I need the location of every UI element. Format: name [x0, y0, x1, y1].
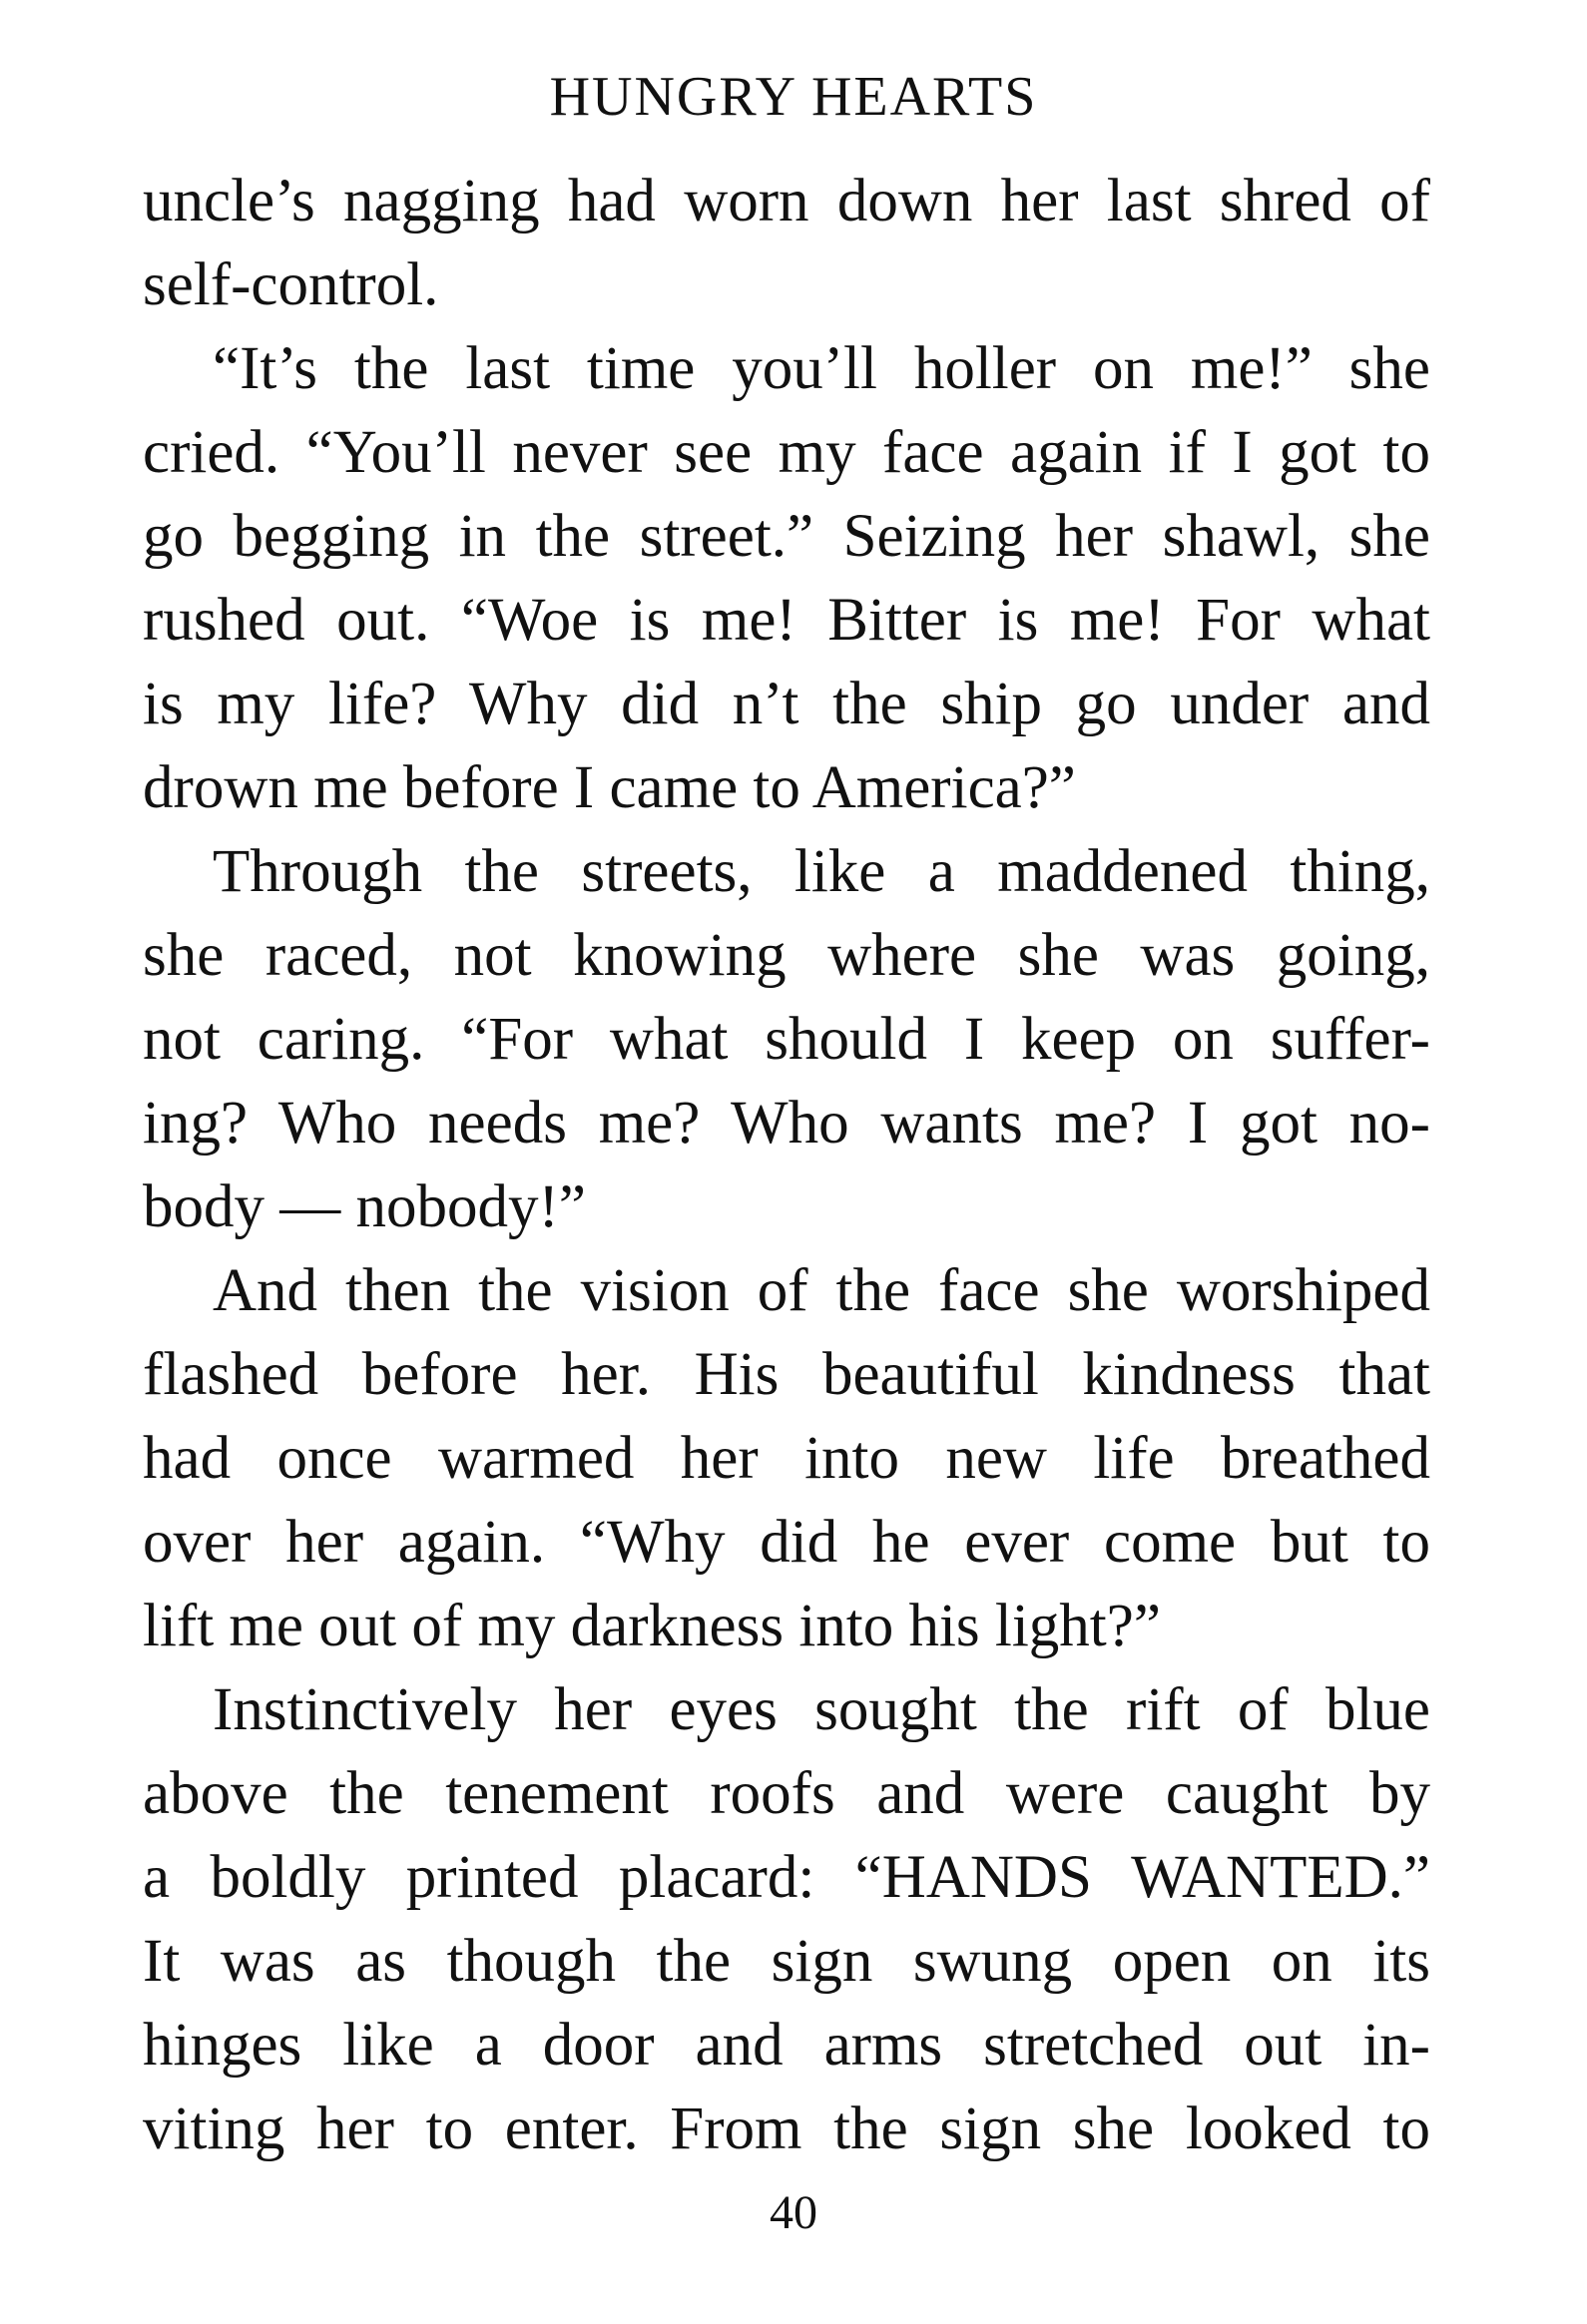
- text-line: And then the vision of the face she worshiped: [213, 1257, 1430, 1324]
- text-line: had once warmed her into new life breathed: [143, 1425, 1430, 1492]
- text-line: cried. “You’ll never see my face again if I got to: [143, 419, 1430, 486]
- page-number: 40: [770, 2186, 817, 2239]
- text-line: lift me out of my darkness into his light?”: [143, 1593, 1161, 1659]
- text-line: she raced, not knowing where she was going,: [143, 922, 1430, 989]
- text-line: It was as though the sign swung open on its: [143, 1928, 1430, 1995]
- text-line: viting her to enter. From the sign she looked to: [143, 2095, 1430, 2162]
- text-line: go begging in the street.” Seizing her shawl, she: [143, 503, 1430, 570]
- text-line: is my life? Why did n’t the ship go under and: [143, 671, 1430, 737]
- running-head: HUNGRY HEARTS: [549, 66, 1038, 128]
- text-line: body — nobody!”: [143, 1173, 586, 1240]
- text-line: not caring. “For what should I keep on suffer-: [143, 1006, 1430, 1073]
- text-line: uncle’s nagging had worn down her last shred of: [143, 168, 1430, 234]
- text-line: flashed before her. His beautiful kindness that: [143, 1341, 1430, 1408]
- text-line: over her again. “Why did he ever come but to: [143, 1509, 1430, 1576]
- text-line: a boldly printed placard: “HANDS WANTED.”: [143, 1844, 1430, 1911]
- text-line: Through the streets, like a maddened thing,: [213, 838, 1430, 905]
- text-line: ing? Who needs me? Who wants me? I got no-: [143, 1090, 1430, 1157]
- text-line: “It’s the last time you’ll holler on me!” she: [213, 335, 1430, 402]
- text-line: Instinctively her eyes sought the rift of blue: [213, 1676, 1430, 1743]
- text-line: hinges like a door and arms stretched out in-: [143, 2012, 1430, 2079]
- text-line: self-control.: [143, 251, 439, 318]
- text-line: above the tenement roofs and were caught by: [143, 1760, 1430, 1827]
- text-line: drown me before I came to America?”: [143, 754, 1076, 821]
- body-text: [143, 160, 1430, 2171]
- text-line: rushed out. “Woe is me! Bitter is me! For what: [143, 587, 1430, 654]
